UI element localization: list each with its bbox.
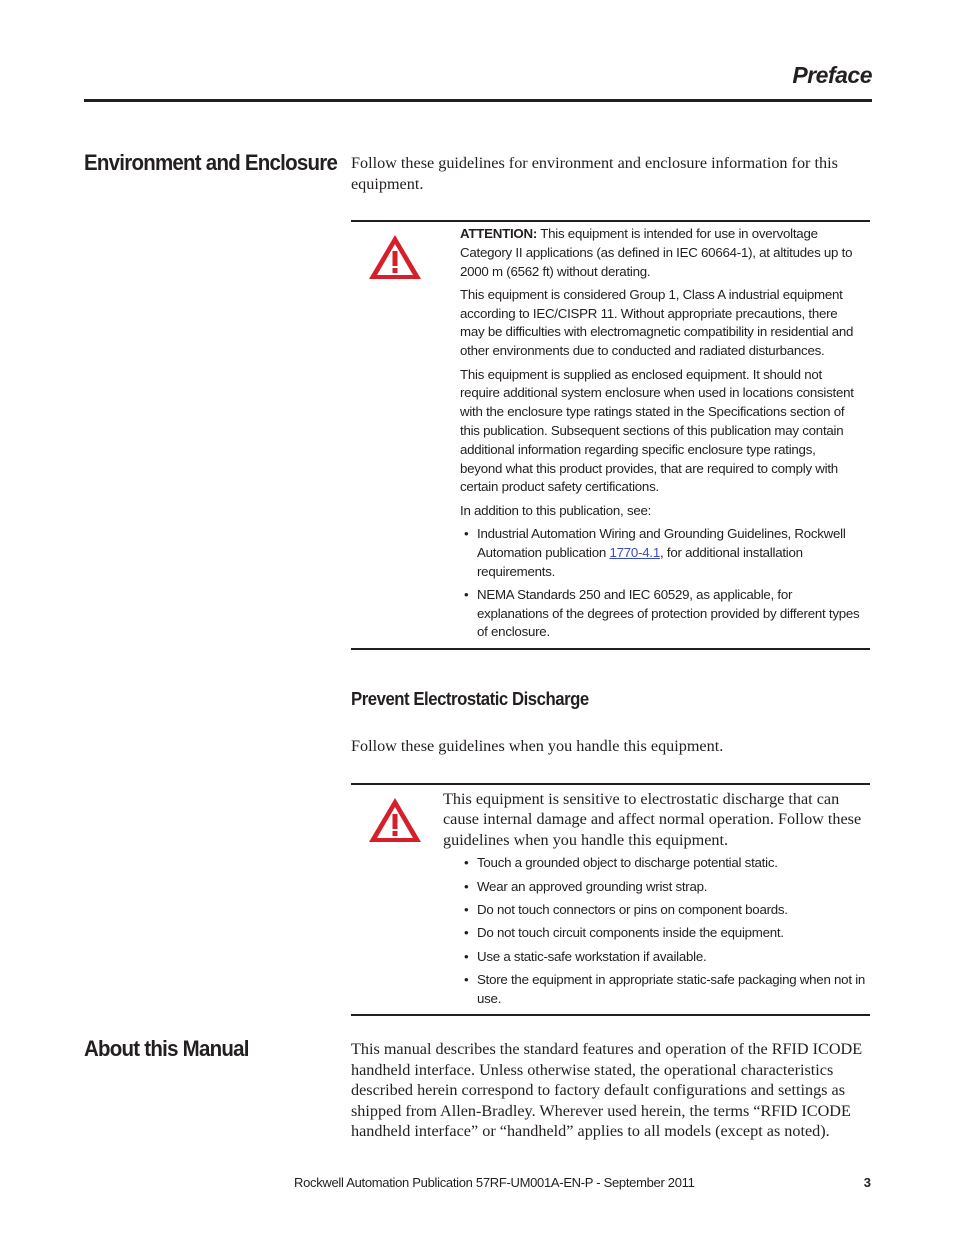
attention-bullet-list [460, 525, 860, 642]
warning-triangle-icon [366, 795, 424, 845]
attention-paragraph-4: In addition to this publication, see: [460, 502, 652, 518]
warning-triangle-icon [366, 232, 424, 282]
environment-intro: Follow these guidelines for environment and enclosure information for this equipment. [351, 154, 838, 193]
about-heading: About this Manual [84, 1036, 249, 1061]
esd-warning-box [351, 783, 870, 1016]
environment-heading: Environment and Enclosure [84, 150, 338, 175]
header-divider [84, 99, 872, 102]
esd-lead-text: This equipment is sensitive to electrostatic discharge that can cause internal damage and affect normal operation. Follow these guidelines when you handle this equipment. [443, 790, 862, 849]
list-item: • Industrial Automation Wiring and Grounding Guidelines, Rockwell Automation publication 1770-4.1, for additional installation requirements. [460, 525, 860, 581]
esd-intro: Follow these guidelines when you handle this equipment. [351, 737, 724, 755]
list-item: • Wear an approved grounding wrist strap. [460, 878, 868, 897]
about-body: This manual describes the standard features and operation of the RFID ICODE handheld interface. Unless otherwise stated, the operational characteristics described herein correspond to factory default configurations and settings as shipped from Allen-Bradley. Wherever used herein, the terms “RFID ICODE handheld interface” or “handheld” applies to all models (except as noted). [351, 1040, 863, 1140]
esd-heading: Prevent Electrostatic Discharge [351, 689, 589, 709]
page-number: 3 [863, 1175, 871, 1190]
attention-paragraph-3: This equipment is supplied as enclosed equipment. It should not require additional system enclosure when used in locations consistent with the enclosure type ratings stated in the Specifications section of this publication. Subsequent sections of this publication may contain additional information regarding specific enclosure type ratings, beyond what this product provides, that are required to comply with certain product safety certifications. [460, 366, 854, 495]
attention-label: ATTENTION: [460, 226, 538, 241]
esd-bullet-list [443, 854, 868, 1008]
publication-link[interactable]: 1770-4.1 [609, 544, 660, 560]
list-item: • Use a static-safe workstation if available. [460, 948, 868, 967]
list-item: • Store the equipment in appropriate static-safe packaging when not in use. [460, 971, 868, 1009]
list-item: • Touch a grounded object to discharge potential static. [460, 854, 868, 873]
list-item: • Do not touch connectors or pins on component boards. [460, 901, 868, 920]
attention-box [351, 220, 870, 650]
attention-paragraph-2: This equipment is considered Group 1, Class A industrial equipment according to IEC/CISPR 11. Without appropriate precautions, there may be difficulties with electromagnetic compatibility in residential and other environments due to conducted and radiated disturbances. [460, 286, 854, 359]
attention-paragraph-1 [460, 225, 860, 281]
esd-content [443, 789, 868, 1013]
page-title: Preface [792, 62, 872, 88]
footer-publication: Rockwell Automation Publication 57RF-UM001A-EN-P - September 2011 [294, 1175, 695, 1190]
list-item: • NEMA Standards 250 and IEC 60529, as applicable, for explanations of the degrees of protection provided by different types of enclosure. [460, 586, 860, 642]
list-item: • Do not touch circuit components inside the equipment. [460, 924, 868, 943]
attention-content [460, 225, 860, 647]
attention-text: This equipment is intended for use in overvoltage Category II applications (as defined in IEC 60664-1), at altitudes up to 2000 m (6562 ft) without derating. [460, 226, 853, 279]
